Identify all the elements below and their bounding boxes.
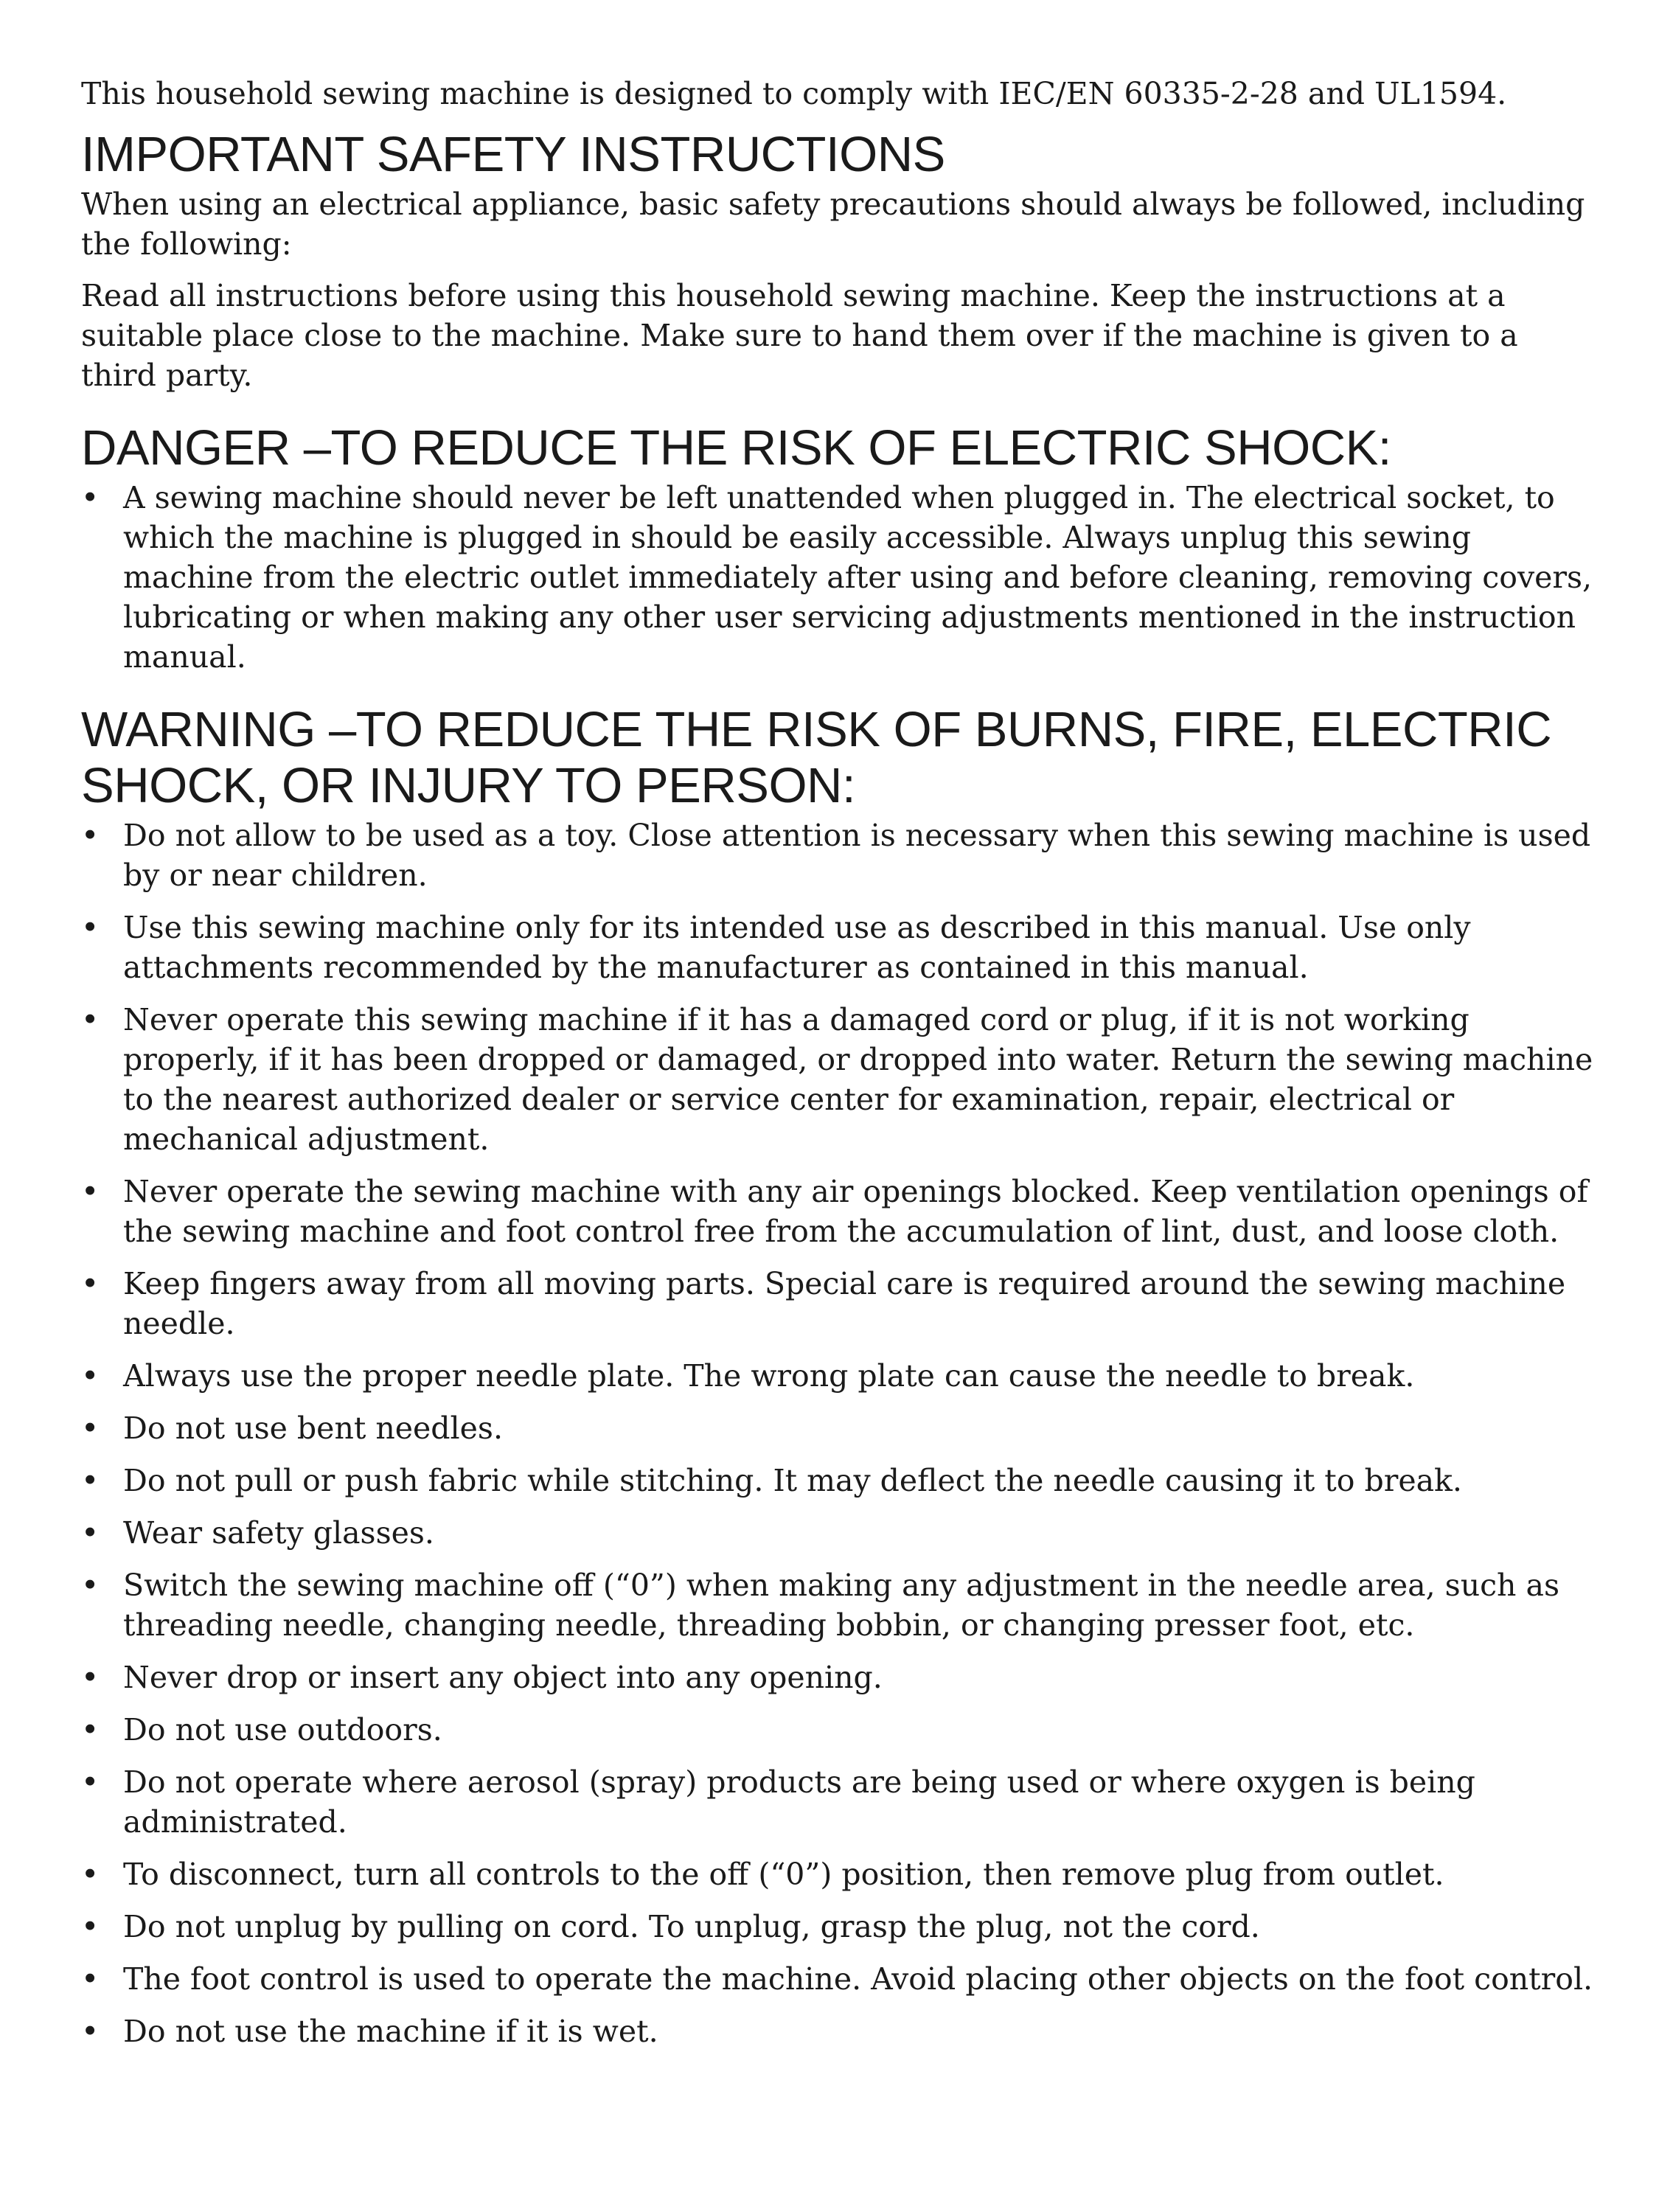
bullet-icon: •: [81, 1909, 100, 1944]
list-item: [81, 1513, 1600, 1553]
bullet-icon: •: [81, 480, 100, 515]
list-item-text: A sewing machine should never be left unattended when plugged in. The electrical socket, to which the machine is plugged in should be easily accessible. Always unplug this sewing machine from the electric outlet immediately after using and before cleaning, removing covers, lubricating or when making any other user servicing adjustments mentioned in the instruction manual.: [123, 480, 1593, 675]
bullet-icon: •: [81, 2014, 100, 2049]
document-page: [81, 74, 1600, 2064]
list-item-text: Keep fingers away from all moving parts. Special care is required around the sewing machine needle.: [123, 1266, 1566, 1341]
bullet-icon: •: [81, 1568, 100, 1603]
bullet-icon: •: [81, 818, 100, 853]
bullet-icon: •: [81, 1515, 100, 1551]
list-item-text: Never operate the sewing machine with any air openings blocked. Keep ventilation openings of the sewing machine and foot control free from the accumulation of lint, dust, and loose cloth.: [123, 1174, 1588, 1249]
list-item-text: Do not use bent needles.: [123, 1411, 503, 1446]
list-item: [81, 1408, 1600, 1448]
list-item-text: Use this sewing machine only for its intended use as described in this manual. Use only attachments recommended by the manufacturer as contained in this manual.: [123, 910, 1471, 985]
list-item: [81, 815, 1600, 895]
safety-heading: IMPORTANT SAFETY INSTRUCTIONS: [81, 127, 945, 182]
bullet-icon: •: [81, 1358, 100, 1394]
list-item: [81, 1959, 1600, 1999]
safety-paragraph-1: When using an electrical appliance, basic safety precautions should always be followed, including the following:: [81, 187, 1585, 262]
list-item-text: Switch the sewing machine off (“0”) when making any adjustment in the needle area, such as threading needle, changing needle, threading bobbin, or changing presser foot, etc.: [123, 1568, 1559, 1643]
compliance-statement: This household sewing machine is designed to comply with IEC/EN 60335-2-28 and UL1594.: [81, 76, 1507, 111]
list-item-text: Do not pull or push fabric while stitching. It may deflect the needle causing it to break.: [123, 1463, 1462, 1498]
list-item: [81, 1854, 1600, 1894]
bullet-icon: •: [81, 1463, 100, 1498]
list-item: [81, 1762, 1600, 1842]
list-item: [81, 1264, 1600, 1343]
warning-heading: WARNING –TO REDUCE THE RISK OF BURNS, FIRE, ELECTRIC SHOCK, OR INJURY TO PERSON:: [81, 702, 1552, 813]
list-item-text: Wear safety glasses.: [123, 1515, 434, 1551]
danger-heading: DANGER –TO REDUCE THE RISK OF ELECTRIC SHOCK:: [81, 420, 1391, 476]
list-item-text: Do not allow to be used as a toy. Close attention is necessary when this sewing machine is used by or near children.: [123, 818, 1591, 893]
danger-list: [81, 478, 1600, 677]
list-item: [81, 1565, 1600, 1645]
list-item-text: To disconnect, turn all controls to the off (“0”) position, then remove plug from outlet.: [123, 1857, 1444, 1892]
list-item-text: The foot control is used to operate the machine. Avoid placing other objects on the foot control.: [123, 1961, 1593, 1997]
bullet-icon: •: [81, 1660, 100, 1695]
bullet-icon: •: [81, 1961, 100, 1997]
warning-list: [81, 815, 1600, 2051]
list-item: [81, 1710, 1600, 1750]
list-item: [81, 478, 1600, 677]
list-item-text: Never drop or insert any object into any opening.: [123, 1660, 883, 1695]
list-item-text: Always use the proper needle plate. The wrong plate can cause the needle to break.: [123, 1358, 1415, 1394]
bullet-icon: •: [81, 1411, 100, 1446]
list-item: [81, 1000, 1600, 1159]
safety-paragraph-2: Read all instructions before using this household sewing machine. Keep the instructions at a suitable place close to the machine. Make sure to hand them over if the machine is given to a third party.: [81, 278, 1518, 393]
list-item-text: Do not unplug by pulling on cord. To unplug, grasp the plug, not the cord.: [123, 1909, 1260, 1944]
list-item-text: Do not use outdoors.: [123, 1712, 442, 1747]
list-item: [81, 1461, 1600, 1500]
list-item: [81, 2011, 1600, 2051]
list-item: [81, 908, 1600, 987]
bullet-icon: •: [81, 1712, 100, 1747]
list-item-text: Never operate this sewing machine if it has a damaged cord or plug, if it is not working properly, if it has been dropped or damaged, or dropped into water. Return the sewing machine to the nearest authorized dealer or service center for examination, repair, electrical or mechanical adjustment.: [123, 1002, 1593, 1157]
bullet-icon: •: [81, 910, 100, 945]
list-item-text: Do not use the machine if it is wet.: [123, 2014, 658, 2049]
list-item: [81, 1907, 1600, 1947]
bullet-icon: •: [81, 1857, 100, 1892]
list-item: [81, 1172, 1600, 1251]
list-item-text: Do not operate where aerosol (spray) products are being used or where oxygen is being administrated.: [123, 1764, 1475, 1840]
list-item: [81, 1658, 1600, 1697]
list-item: [81, 1356, 1600, 1396]
bullet-icon: •: [81, 1266, 100, 1301]
bullet-icon: •: [81, 1764, 100, 1800]
bullet-icon: •: [81, 1174, 100, 1209]
bullet-icon: •: [81, 1002, 100, 1037]
